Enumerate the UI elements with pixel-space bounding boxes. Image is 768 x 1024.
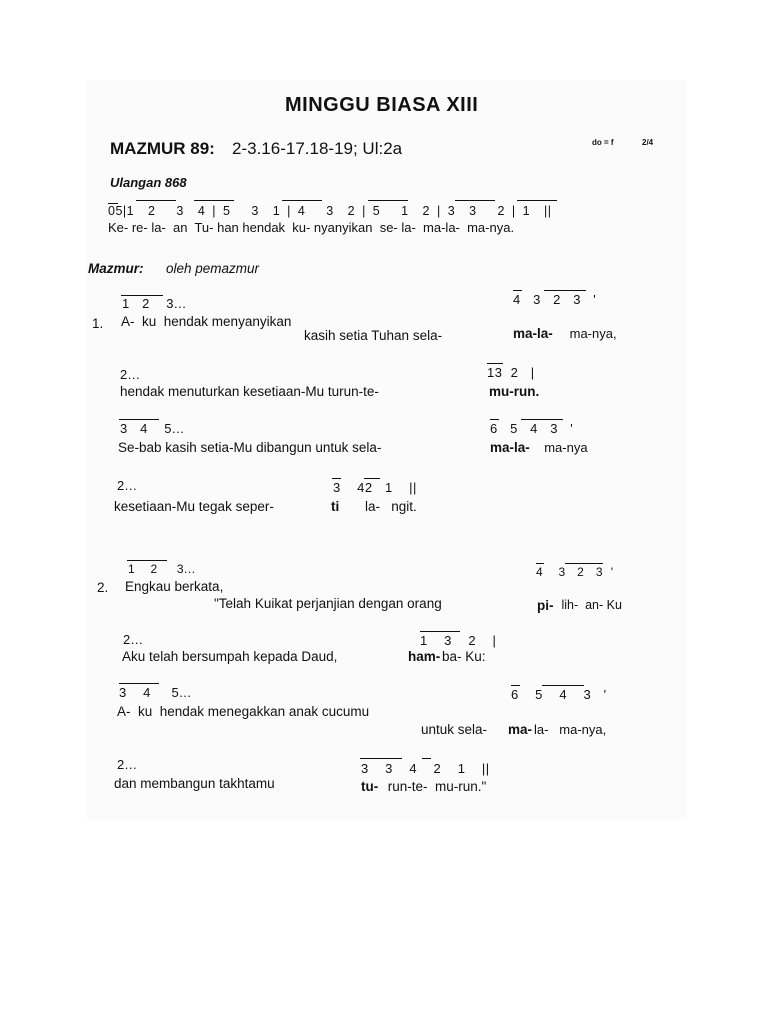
overline xyxy=(360,758,402,759)
psalm-label: MAZMUR 89: xyxy=(110,139,215,158)
stanza1-line3-end-b: ma-nya xyxy=(537,440,588,455)
stanza1-line3-text: Se-bab kasih setia-Mu dibangun untuk sela- xyxy=(118,440,382,455)
stanza2-line1b-text: "Telah Kuikat perjanjian dengan orang xyxy=(214,596,442,611)
overline xyxy=(119,683,159,684)
stanza2-line2-notes: 2... xyxy=(123,632,144,647)
overline xyxy=(282,200,322,201)
stanza1-line4-text: kesetiaan-Mu tegak seper- xyxy=(114,499,274,514)
stanza2-line1-end-a: pi- xyxy=(537,598,554,613)
stanza2-line3-notes: 3 4 5... xyxy=(119,685,192,700)
overline xyxy=(368,200,408,201)
stanza1-line4-end-notes: 3 42 1 || xyxy=(333,480,417,495)
psalm-verses: 2-3.16-17.18-19; Ul:2a xyxy=(232,139,403,158)
overline xyxy=(455,200,495,201)
overline xyxy=(487,363,503,364)
stanza1-line2-end: mu-run. xyxy=(489,384,540,399)
overline xyxy=(517,200,557,201)
refrain-label: Ulangan 868 xyxy=(110,175,187,190)
page-title: MINGGU BIASA XIII xyxy=(285,94,479,116)
overline xyxy=(513,290,522,291)
psalmist-text: oleh pemazmur xyxy=(166,261,260,276)
stanza1-line1-end-b: ma-nya, xyxy=(566,326,617,341)
stanza2-line4-notes: 2... xyxy=(117,757,138,772)
stanza2-line4-text: dan membangun takhtamu xyxy=(114,776,275,791)
stanza1-line1-notes: 1 2 3... xyxy=(122,296,187,311)
stanza1-line1-text: A- ku hendak menyanyikan xyxy=(121,314,292,329)
overline xyxy=(127,560,167,561)
stanza1-line2-text: hendak menuturkan kesetiaan-Mu turun-te- xyxy=(120,384,379,399)
overline xyxy=(364,478,380,479)
stanza2-number: 2. xyxy=(97,580,109,595)
overline xyxy=(521,419,563,420)
stanza1-line1-end-a: ma-la- xyxy=(513,326,553,341)
overline xyxy=(490,419,499,420)
stanza2-line1-end-b: lih- an- Ku xyxy=(558,598,622,612)
stanza2-line2-rest: ba- Ku: xyxy=(442,649,486,664)
overline xyxy=(536,563,544,564)
stanza2-line1-end-notes: 4 3 2 3 ' xyxy=(536,565,614,579)
stanza1-line1b-text: kasih setia Tuhan sela- xyxy=(304,328,443,343)
overline xyxy=(542,685,584,686)
stanza2-line2-text: Aku telah bersumpah kepada Daud, xyxy=(122,649,338,664)
stanza1-line3-end-notes: 6 5 4 3 ' xyxy=(490,421,574,436)
stanza1-line4-notes: 2... xyxy=(117,478,138,493)
stanza1-line3-end-a: ma-la- xyxy=(490,440,530,455)
psalmist-label: Mazmur: xyxy=(88,261,144,276)
stanza2-line3b-text: untuk sela- xyxy=(421,722,488,737)
stanza2-line3-text: A- ku hendak menegakkan anak cucumu xyxy=(117,704,370,719)
overline xyxy=(544,290,586,291)
stanza1-line2-notes: 2... xyxy=(120,367,141,382)
stanza1-line4-ti: ti xyxy=(331,499,340,514)
refrain-lyrics: Ke- re- la- an Tu- han hendak ku- nyanyikan se- la- ma-la- ma-nya. xyxy=(108,220,515,235)
overline xyxy=(194,200,234,201)
time-signature: 2/4 xyxy=(642,138,654,147)
stanza1-number: 1. xyxy=(92,316,104,331)
stanza1-line1-end-notes: 4 3 2 3 ' xyxy=(513,292,597,307)
refrain-notes: 05|1 2 3 4 | 5 3 1 | 4 3 2 | 5 1 2 | 3 3 2 | 1 || xyxy=(108,204,552,218)
stanza2-line1-notes: 1 2 3... xyxy=(128,562,196,576)
stanza2-line3b-bold: ma- xyxy=(508,722,533,737)
key-signature: do = f xyxy=(592,138,614,147)
stanza2-line3-end-notes: 6 5 4 3 ' xyxy=(511,687,607,702)
overline xyxy=(420,631,460,632)
stanza1-line2-end-notes: 13 2 | xyxy=(487,365,535,380)
overline xyxy=(121,295,163,296)
overline xyxy=(422,758,431,759)
overline xyxy=(108,203,118,204)
overline xyxy=(565,563,603,564)
stanza2-line2-mid-notes: 1 3 2 | xyxy=(420,633,497,648)
stanza2-line1-text: Engkau berkata, xyxy=(125,579,224,594)
overline xyxy=(332,478,341,479)
stanza1-line3-notes: 3 4 5... xyxy=(120,421,185,436)
overline xyxy=(136,200,176,201)
stanza2-line4-bold: tu- xyxy=(361,779,379,794)
stanza2-line2-bold: ham- xyxy=(408,649,441,664)
stanza1-line4-end: la- ngit. xyxy=(365,499,417,514)
overline xyxy=(511,685,520,686)
stanza2-line3b-rest: la- ma-nya, xyxy=(534,722,607,737)
stanza2-line4-mid-notes: 3 3 4 2 1 || xyxy=(361,761,490,776)
stanza2-line4-rest: run-te- mu-run." xyxy=(384,779,487,794)
overline xyxy=(119,419,159,420)
